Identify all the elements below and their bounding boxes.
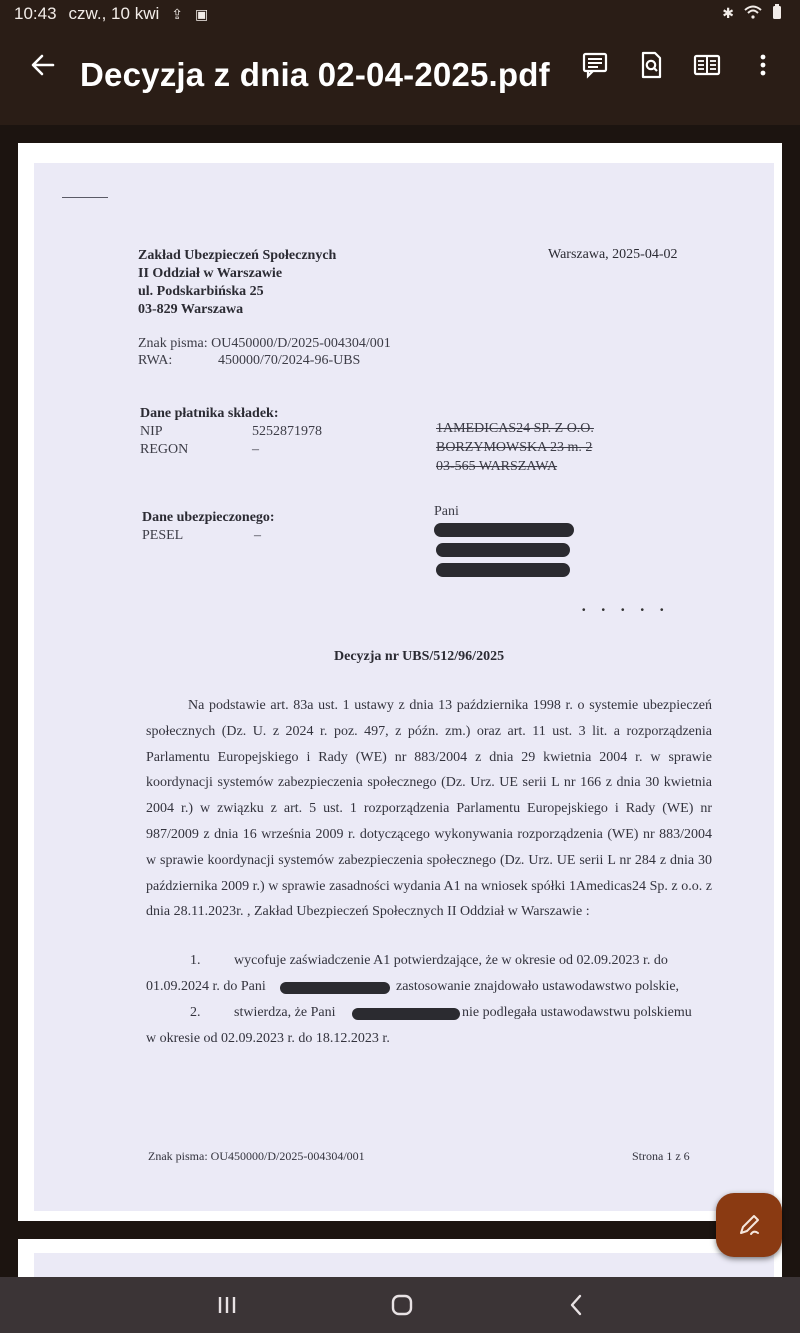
gallery-icon: ▣: [194, 5, 209, 22]
navigation-bar: [0, 1277, 800, 1333]
regon-label: REGON: [140, 442, 189, 457]
scan-specks: •••••: [582, 605, 680, 616]
insured-block: [142, 509, 275, 545]
item-text: nie podlegała ustawodawstwu polskiemu: [462, 1005, 692, 1020]
redaction-bar: [434, 523, 574, 537]
pdf-viewer[interactable]: [0, 125, 800, 1277]
status-date: czw., 10 kwi: [68, 4, 160, 23]
home-icon[interactable]: [386, 1289, 418, 1321]
more-options-icon[interactable]: [748, 50, 780, 82]
address-line: 03-565 WARSZAWA: [436, 459, 558, 474]
footer-reference: Znak pisma: OU450000/D/2025-004304/001: [148, 1149, 365, 1163]
decision-title: Decyzja nr UBS/512/96/2025: [334, 649, 505, 664]
wifi-icon: [744, 5, 762, 22]
decision-body: [146, 693, 712, 925]
item-text: zastosowanie znajdowało ustawodawstwo polskie,: [396, 979, 680, 994]
comment-icon[interactable]: [580, 50, 612, 82]
insured-heading: Dane ubezpieczonego:: [142, 510, 275, 525]
nip-value: 5252871978: [252, 424, 322, 439]
sender-line: ul. Podskarbińska 25: [138, 284, 264, 299]
item-text: w okresie od 02.09.2023 r. do 18.12.2023 r.: [146, 1031, 390, 1046]
reference-block: [138, 335, 391, 369]
item-text: stwierdza, że Pani: [234, 1005, 336, 1020]
scan-mark: [62, 197, 108, 198]
status-bar: [0, 0, 800, 30]
item-number: 2.: [190, 1005, 201, 1020]
pesel-value: –: [254, 528, 261, 543]
redaction-bar: [280, 982, 390, 994]
redaction-bar: [436, 543, 570, 557]
regon-value: –: [252, 442, 259, 457]
edit-pen-icon: [736, 1212, 762, 1238]
pesel-label: PESEL: [142, 528, 184, 543]
payer-heading: Dane płatnika składek:: [140, 406, 279, 421]
nip-label: NIP: [140, 424, 163, 439]
battery-icon: [772, 4, 782, 23]
struck-address: [436, 419, 594, 476]
address-line: BORZYMOWSKA 23 m. 2: [436, 440, 593, 455]
place-date: Warszawa, 2025-04-02: [548, 247, 678, 262]
addressee-salutation: Pani: [434, 504, 459, 519]
document-title: Decyzja z dnia 02-04-2025.pdf: [80, 56, 550, 93]
item-number: 1.: [190, 953, 201, 968]
back-icon[interactable]: [561, 1289, 593, 1321]
pdf-page-2: [18, 1239, 782, 1277]
app-bar: [0, 30, 800, 125]
recent-apps-icon[interactable]: [211, 1289, 243, 1321]
bluetooth-icon: ✱: [722, 5, 734, 21]
rwa-label: RWA:: [138, 353, 173, 368]
edit-fab-button[interactable]: [716, 1193, 782, 1257]
back-arrow-icon[interactable]: [26, 48, 60, 82]
scanned-document: [34, 1253, 774, 1277]
sender-line: II Oddział w Warszawie: [138, 266, 283, 281]
sender-line: 03-829 Warszawa: [138, 302, 244, 317]
status-time: 10:43: [14, 4, 57, 23]
ref-label: Znak pisma:: [138, 336, 208, 351]
body-paragraph: Na podstawie art. 83a ust. 1 ustawy z dnia 13 października 1998 r. o systemie ubezpieczeń społecznych (Dz. U. z 2024 r. poz. 497, z późn. zm.) oraz art. 11 ust. 3 lit. a rozporządzenia Parlamentu Europejskiego i Rady (WE) nr 883/2004 z dnia 29 kwietnia 2004 r. w sprawie koordynacji systemów zabezpieczenia społecznego (Dz. Urz. UE serii L nr 166 z dnia 30 kwietnia 2004 r.) w związku z art. 5 ust. 1 rozporządzenia Parlamentu Europejskiego i Rady (WE) nr 987/2009 z dnia 16 września 2009 r. dotyczącego wykonywania rozporządzenia (WE) nr 883/2004 w sprawie koordynacji systemów zabezpieczenia społecznego (Dz. Urz. UE serii L nr 284 z dnia 30 października 2009 r.) w sprawie zasadności wydania A1 na wniosek spółki 1Amedicas24 Sp. z o.o. z dnia 28.11.2023r. , Zakład Ubezpieczeń Społecznych II Oddział w Warszawie :: [146, 698, 712, 920]
item-text: wycofuje zaświadczenie A1 potwierdzające, że w okresie od 02.09.2023 r. do: [234, 953, 668, 968]
pdf-page-1: [18, 143, 782, 1221]
sender-line: Zakład Ubezpieczeń Społecznych: [138, 248, 337, 263]
item-text: 01.09.2024 r. do Pani: [146, 979, 266, 994]
redaction-bar: [352, 1008, 460, 1020]
scanned-document: [34, 163, 774, 1211]
upload-icon: ⇪: [171, 5, 183, 22]
payer-block: [140, 405, 322, 459]
address-line: 1AMEDICAS24 SP. Z O.O.: [436, 421, 594, 436]
ref-value: OU450000/D/2025-004304/001: [211, 336, 391, 351]
reading-mode-icon[interactable]: [692, 50, 724, 82]
search-document-icon[interactable]: [636, 50, 668, 82]
rwa-value: 450000/70/2024-96-UBS: [218, 353, 361, 368]
footer-page-number: Strona 1 z 6: [632, 1149, 690, 1163]
redaction-bar: [436, 563, 570, 577]
sender-block: [138, 247, 336, 319]
